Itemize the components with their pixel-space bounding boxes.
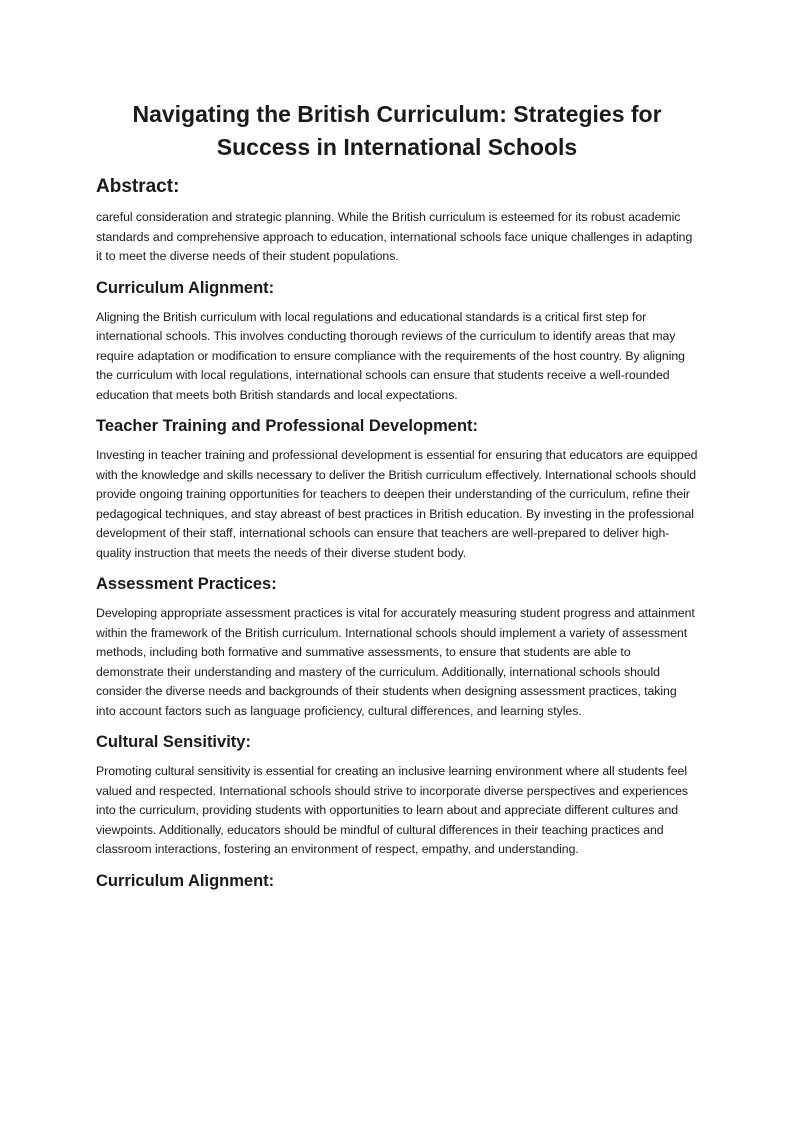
assessment-practices-heading: Assessment Practices: bbox=[96, 575, 277, 593]
teacher-training-heading: Teacher Training and Professional Development: bbox=[96, 417, 479, 435]
curriculum-alignment-paragraph: Aligning the British curriculum with local regulations and educational standards is a critical first step for international schools. This involves conducting thorough reviews of the curriculum to identify areas that may require adaptation or modification to ensure compliance with the requirements of the host country. By aligning the curriculum with local regulations, international schools can ensure that students receive a well-rounded education that meets both British standards and local expectations. bbox=[96, 309, 685, 402]
curriculum-alignment-heading: Curriculum Alignment: bbox=[96, 278, 275, 297]
assessment-practices-paragraph: Developing appropriate assessment practices is vital for accurately measuring student progress and attainment within the framework of the British curriculum. International schools should implement a variety of assessment methods, including both formative and summative assessments, to ensure that students are able to demonstrate their understanding and mastery of the curriculum. Additionally, international schools should consider the diverse needs and backgrounds of their students when designing assessment practices, taking into account factors such as language proficiency, cultural differences, and learning styles. bbox=[96, 606, 695, 718]
abstract-paragraph: careful consideration and strategic planning. While the British curriculum is esteemed for its robust academic standards and comprehensive approach to education, international schools face unique challenges in adapting it to meet the diverse needs of their student populations. bbox=[96, 210, 693, 263]
cultural-sensitivity-paragraph: Promoting cultural sensitivity is essential for creating an inclusive learning environment where all students feel valued and respected. International schools should strive to incorporate diverse perspectives and experiences into the curriculum, providing students with opportunities to learn about and appreciate different cultures and viewpoints. Additionally, educators should be mindful of cultural differences in their teaching practices and classroom interactions, fostering an environment of respect, empathy, and understanding. bbox=[96, 764, 688, 856]
curriculum-alignment-heading-2: Curriculum Alignment: bbox=[96, 871, 275, 890]
abstract-heading: Abstract: bbox=[96, 176, 180, 197]
teacher-training-paragraph: Investing in teacher training and professional development is essential for ensuring that educators are equipped with the knowledge and skills necessary to deliver the British curriculum effectively. International schools should provide ongoing training opportunities for teachers to deepen their understanding of the curriculum, refine their pedagogical techniques, and stay abreast of best practices in British education. By investing in the professional development of their staff, international schools can ensure that teachers are well-prepared to deliver high-quality instruction that meets the needs of their diverse student body. bbox=[96, 448, 698, 560]
document-title: Navigating the British Curriculum: Strategies for Success in International Schools bbox=[132, 101, 662, 160]
cultural-sensitivity-heading: Cultural Sensitivity: bbox=[96, 733, 251, 751]
